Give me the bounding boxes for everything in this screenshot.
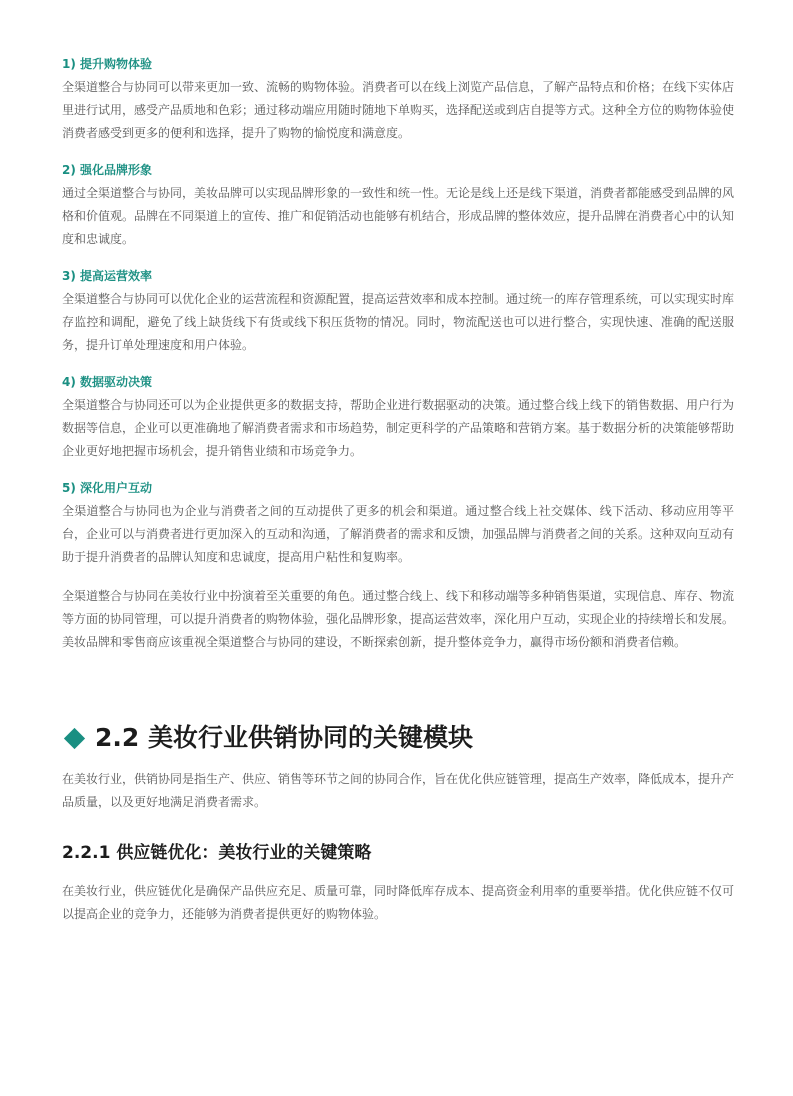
benefit-section-2 (62, 161, 734, 251)
benefit-heading: 2) 强化品牌形象 (62, 163, 153, 177)
subsection-text: 在美妆行业，供应链优化是确保产品供应充足、质量可靠，同时降低库存成本、提高资金利用率的重要举措。优化供应链不仅可以提高企业的竞争力，还能够为消费者提供更好的购物体验。 (62, 884, 735, 921)
benefit-text: 全渠道整合与协同可以带来更加一致、流畅的购物体验。消费者可以在线上浏览产品信息，了解产品特点和价格；在线下实体店里进行试用，感受产品质地和色彩；通过移动端应用随时随地下单购买，选择配送或到店自提等方式。这种全方位的购物体验使消费者感受到更多的便利和选择，提升了购物的愉悦度和满意度。 (62, 80, 735, 140)
benefit-text: 全渠道整合与协同还可以为企业提供更多的数据支持，帮助企业进行数据驱动的决策。通过整合线上线下的销售数据、用户行为数据等信息，企业可以更准确地了解消费者需求和市场趋势，制定更科学的产品策略和营销方案。基于数据分析的决策能够帮助企业更好地把握市场机会，提升销售业绩和市场竞争力。 (62, 398, 735, 458)
benefit-text: 全渠道整合与协同也为企业与消费者之间的互动提供了更多的机会和渠道。通过整合线上社交媒体、线下活动、移动应用等平台，企业可以与消费者进行更加深入的互动和沟通，了解消费者的需求和反馈，加强品牌与消费者之间的关系。这种双向互动有助于提升消费者的品牌认知度和忠诚度，提高用户粘性和复购率。 (62, 504, 735, 564)
benefit-section-5 (62, 479, 734, 569)
benefit-text: 全渠道整合与协同可以优化企业的运营流程和资源配置，提高运营效率和成本控制。通过统一的库存管理系统，可以实现实时库存监控和调配，避免了线上缺货线下有货或线下积压货物的情况。同时，物流配送也可以进行整合，实现快速、准确的配送服务，提升订单处理速度和用户体验。 (62, 292, 735, 352)
section-title: 2.2 美妆行业供销协同的关键模块 (95, 723, 473, 752)
benefit-section-3 (62, 267, 734, 357)
section-heading-2-2 (62, 720, 734, 756)
diamond-bullet-icon (64, 727, 85, 748)
summary-paragraph: 全渠道整合与协同在美妆行业中扮演着至关重要的角色。通过整合线上、线下和移动端等多种销售渠道，实现信息、库存、物流等方面的协同管理，可以提升消费者的购物体验，强化品牌形象，提高运营效率，深化用户互动，实现企业的持续增长和发展。美妆品牌和零售商应该重视全渠道整合与协同的建设，不断探索创新，提升整体竞争力，赢得市场份额和消费者信赖。 (62, 589, 735, 649)
benefit-heading: 5) 深化用户互动 (62, 481, 153, 495)
page-content (62, 55, 734, 926)
benefit-heading: 3) 提高运营效率 (62, 269, 153, 283)
benefit-text: 通过全渠道整合与协同，美妆品牌可以实现品牌形象的一致性和统一性。无论是线上还是线下渠道，消费者都能感受到品牌的风格和价值观。品牌在不同渠道上的宣传、推广和促销活动也能够有机结合，形成品牌的整体效应，提升品牌在消费者心中的认知度和忠诚度。 (62, 186, 735, 246)
subsection-heading-2-2-1: 2.2.1 供应链优化：美妆行业的关键策略 (62, 843, 372, 863)
benefit-heading: 1) 提升购物体验 (62, 57, 153, 71)
benefit-heading: 4) 数据驱动决策 (62, 375, 153, 389)
benefit-section-4 (62, 373, 734, 463)
section-intro: 在美妆行业，供销协同是指生产、供应、销售等环节之间的协同合作，旨在优化供应链管理，提高生产效率，降低成本，提升产品质量，以及更好地满足消费者需求。 (62, 772, 735, 809)
benefit-section-1 (62, 55, 734, 145)
